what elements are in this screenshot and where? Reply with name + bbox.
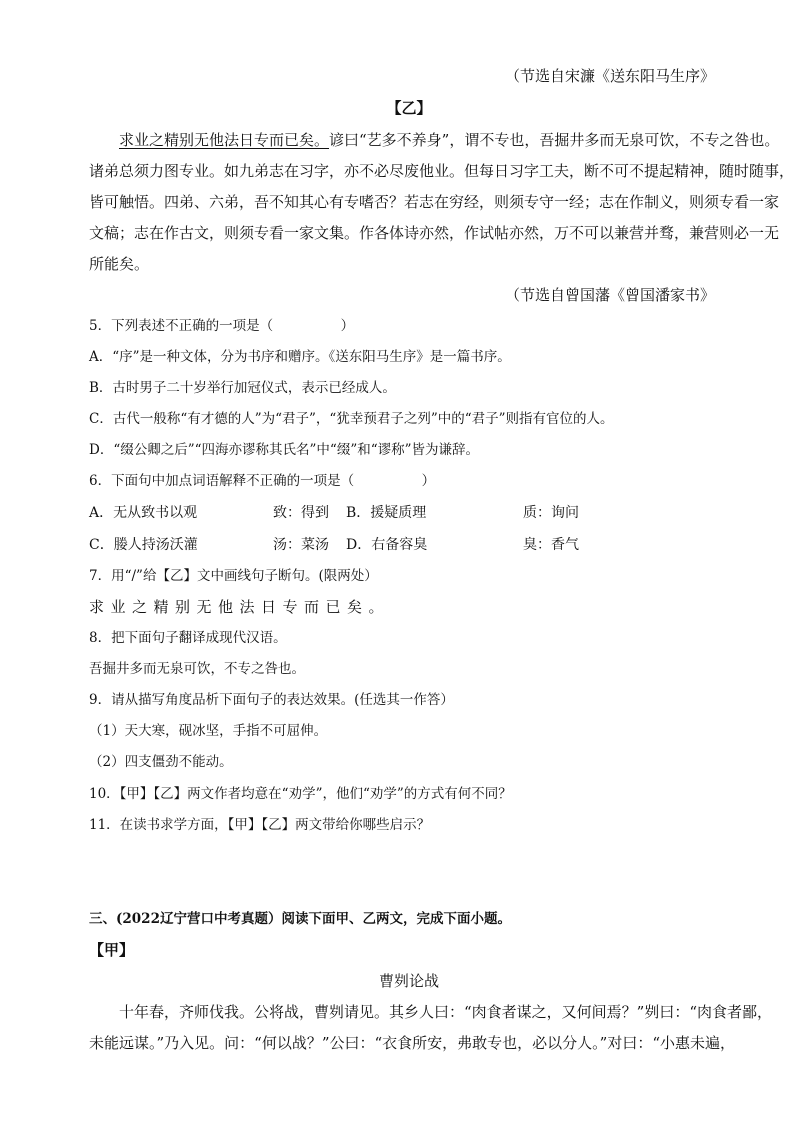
question-6-option-a-gloss: 致：得到 bbox=[273, 505, 329, 521]
passage-yi-line-1-rest: 谚曰“艺多不养身”，谓不专也，吾掘井多而无泉可饮，不专之咎也。 bbox=[329, 131, 780, 149]
question-6-option-d-gloss: 臭：香气 bbox=[523, 537, 579, 553]
passage-yi-line-5: 所能矣。 bbox=[89, 255, 150, 273]
question-6-option-a: A．无从致书以观 bbox=[89, 505, 198, 521]
question-5-option-c: C．古代一般称“有才德的人”为“君子”，“犹幸预君子之列”中的“君子”则指有官位的人。 bbox=[89, 411, 614, 427]
source-citation-2: （节选自曾国藩《曾国潘家书》 bbox=[504, 286, 715, 304]
question-6-option-c-gloss: 汤：菜汤 bbox=[273, 537, 329, 553]
question-6-option-b-gloss: 质：询问 bbox=[523, 505, 579, 521]
passage-title: 曹刿论战 bbox=[378, 972, 439, 990]
source-citation-1: （节选自宋濂《送东阳马生序》 bbox=[504, 67, 715, 85]
question-5-option-a: A．“序”是一种文体，分为书序和赠序。《送东阳马生序》是一篇书序。 bbox=[89, 349, 511, 365]
section-label-jia: 【甲】 bbox=[89, 941, 135, 959]
passage-yi-line-3: 皆可触悟。四弟、六弟，吾不知其心有专嗜否？若志在穷经，则须专守一经；志在作制义，则须专看一家 bbox=[89, 193, 780, 211]
question-8-stem: 8．把下面句子翻译成现代汉语。 bbox=[89, 630, 287, 646]
section-label-yi: 【乙】 bbox=[386, 99, 432, 117]
question-5-option-b: B．古时男子二十岁举行加冠仪式，表示已经成人。 bbox=[89, 380, 396, 396]
question-10: 10．【甲】【乙】两文作者均意在“劝学”，他们“劝学”的方式有何不同？ bbox=[89, 786, 512, 802]
question-9-stem: 9．请从描写角度品析下面句子的表达效果。(任选其一作答） bbox=[89, 692, 454, 708]
question-11: 11．在读书求学方面，【甲】【乙】两文带给你哪些启示？ bbox=[89, 817, 431, 833]
question-7-stem: 7．用“/”给【乙】文中画线句子断句。(限两处） bbox=[89, 568, 378, 584]
passage-yi-line-2: 诸弟总须力图专业。如九弟志在习字，亦不必尽废他业。但每日习字工夫，断不可不提起精神，随时随事， bbox=[89, 162, 794, 180]
question-8-sentence: 吾掘井多而无泉可饮，不专之咎也。 bbox=[89, 661, 305, 677]
passage-jia-line-1: 十年春，齐师伐我。公将战，曹刿请见。其乡人曰：“肉食者谋之，又何间焉？”刿曰：“肉食者鄙， bbox=[119, 1003, 773, 1021]
question-5-stem: 5．下列表述不正确的一项是（ ） bbox=[89, 318, 355, 334]
question-6-option-c: C．媵人持汤沃灌 bbox=[89, 537, 198, 553]
question-7-sentence: 求业之精别无他法日专而已矣。 bbox=[89, 598, 391, 616]
passage-yi-line-4: 文稿；志在作古文，则须专看一家文集。作各体诗亦然，作试帖亦然，万不可以兼营并骛，兼营则必一无 bbox=[89, 224, 780, 242]
question-6-option-b: B．援疑质理 bbox=[346, 505, 427, 521]
question-6-option-d: D．右备容臭 bbox=[346, 537, 428, 553]
passage-yi-line-1 bbox=[89, 130, 780, 150]
underlined-sentence: 求业之精别无他法日专而已矣。 bbox=[119, 131, 330, 149]
question-9-item-2: （2）四支僵劲不能动。 bbox=[89, 754, 233, 770]
question-9-item-1: （1）天大寒，砚冰坚，手指不可屈伸。 bbox=[89, 723, 328, 739]
part-3-heading: 三、(2022辽宁营口中考真题）阅读下面甲、乙两文，完成下面小题。 bbox=[89, 911, 511, 927]
question-6-stem: 6．下面句中加点词语解释不正确的一项是（ ） bbox=[89, 473, 436, 489]
passage-jia-line-2: 未能远谋。”乃入见。问：“何以战？”公曰：“衣食所安，弗敢专也，必以分人。”对曰：“小惠未遍， bbox=[89, 1034, 736, 1052]
question-5-option-d: D．“缀公卿之后”“四海亦谬称其氏名”中“缀”和“谬称”皆为谦辞。 bbox=[89, 442, 480, 458]
